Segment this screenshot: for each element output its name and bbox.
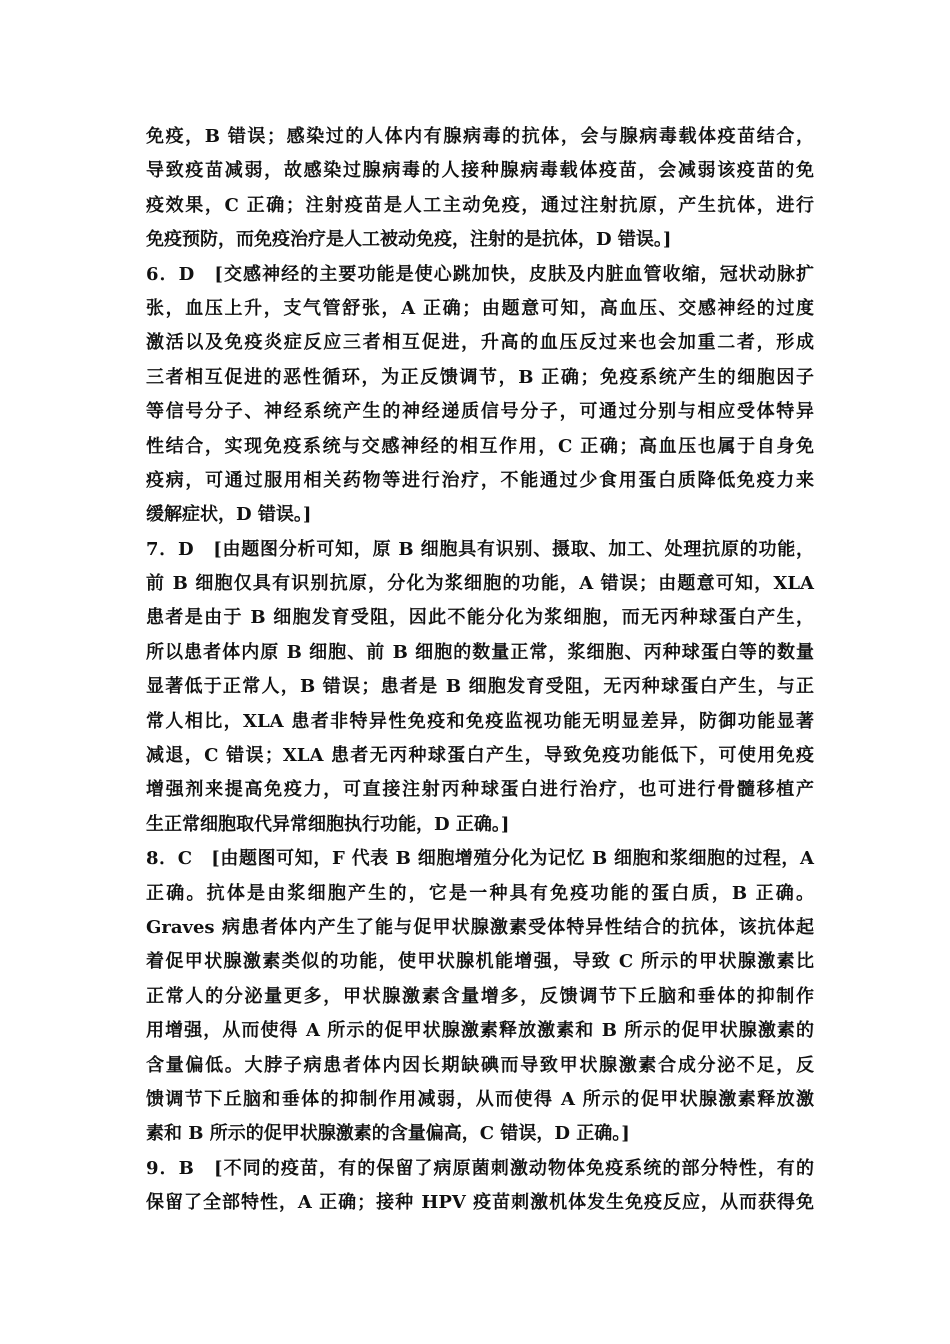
text-line: 正常人的分泌量更多，甲状腺激素含量增多，反馈调节下丘脑和垂体的抑制作: [146, 985, 814, 1007]
text-line: 导致疫苗减弱，故感染过腺病毒的人接种腺病毒载体疫苗，会减弱该疫苗的免: [146, 160, 814, 182]
text-line: 三者相互促进的恶性循环，为正反馈调节，B 正确；免疫系统产生的细胞因子: [146, 366, 814, 388]
text-line: 激活以及免疫炎症反应三者相互促进，升高的血压反过来也会加重二者，形成: [146, 332, 814, 354]
text-line: 6．D [交感神经的主要功能是使心跳加快，皮肤及内脏血管收缩，冠状动脉扩: [146, 263, 814, 285]
text-line: 馈调节下丘脑和垂体的抑制作用减弱，从而使得 A 所示的促甲状腺激素释放激: [146, 1088, 814, 1110]
text-line: 9．B [不同的疫苗，有的保留了病原菌刺激动物体免疫系统的部分特性，有的: [146, 1157, 814, 1179]
text-line: 保留了全部特性，A 正确；接种 HPV 疫苗刺激机体发生免疫反应，从而获得免: [146, 1192, 814, 1214]
text-line: 含量偏低。大脖子病患者体内因长期缺碘而导致甲状腺激素合成分泌不足，反: [146, 1054, 814, 1076]
text-line: 用增强，从而使得 A 所示的促甲状腺激素释放激素和 B 所示的促甲状腺激素的: [146, 1020, 814, 1042]
answer-explanations-text: [146, 120, 814, 1221]
text-line: 常人相比，XLA 患者非特异性免疫和免疫监视功能无明显差异，防御功能显著: [146, 710, 814, 732]
text-line: 减退，C 错误；XLA 患者无丙种球蛋白产生，导致免疫功能低下，可使用免疫: [146, 745, 814, 767]
text-line: 显著低于正常人，B 错误；患者是 B 细胞发育受阻，无丙种球蛋白产生，与正: [146, 676, 814, 698]
text-line: Graves 病患者体内产生了能与促甲状腺激素受体特异性结合的抗体，该抗体起: [146, 916, 814, 938]
text-line: 缓解症状，D 错误。]: [146, 504, 312, 526]
text-line: 素和 B 所示的促甲状腺激素的含量偏高，C 错误，D 正确。]: [146, 1123, 630, 1145]
text-line: 疫效果，C 正确；注射疫苗是人工主动免疫，通过注射抗原，产生抗体，进行: [146, 194, 814, 216]
text-line: 前 B 细胞仅具有识别抗原，分化为浆细胞的功能，A 错误；由题意可知，XLA: [146, 573, 814, 595]
text-line: 性结合，实现免疫系统与交感神经的相互作用，C 正确；高血压也属于自身免: [146, 435, 814, 457]
text-line: 张，血压上升，支气管舒张，A 正确；由题意可知，高血压、交感神经的过度: [146, 297, 814, 319]
text-line: 等信号分子、神经系统产生的神经递质信号分子，可通过分别与相应受体特异: [146, 401, 814, 423]
text-line: 正确。抗体是由浆细胞产生的，它是一种具有免疫功能的蛋白质，B 正确。: [146, 882, 814, 904]
text-line: 增强剂来提高免疫力，可直接注射丙种球蛋白进行治疗，也可进行骨髓移植产: [146, 779, 814, 801]
text-line: 免疫，B 错误；感染过的人体内有腺病毒的抗体，会与腺病毒载体疫苗结合，: [146, 126, 814, 147]
text-line: 患者是由于 B 细胞发育受阻，因此不能分化为浆细胞，而无丙种球蛋白产生，: [146, 607, 814, 629]
text-line: 疫病，可通过服用相关药物等进行治疗，不能通过少食用蛋白质降低免疫力来: [146, 469, 814, 491]
text-line: 所以患者体内原 B 细胞、前 B 细胞的数量正常，浆细胞、丙种球蛋白等的数量: [146, 641, 814, 663]
text-line: 免疫预防，而免疫治疗是人工被动免疫，注射的是抗体，D 错误。]: [146, 229, 672, 251]
text-line: 8．C [由题图可知，F 代表 B 细胞增殖分化为记忆 B 细胞和浆细胞的过程，A: [146, 848, 814, 870]
text-line: 着促甲状腺激素类似的功能，使甲状腺机能增强，导致 C 所示的甲状腺激素比: [146, 951, 814, 973]
text-line: 7．D [由题图分析可知，原 B 细胞具有识别、摄取、加工、处理抗原的功能，: [146, 538, 814, 560]
text-line: 生正常细胞取代异常细胞执行功能，D 正确。]: [146, 813, 510, 835]
